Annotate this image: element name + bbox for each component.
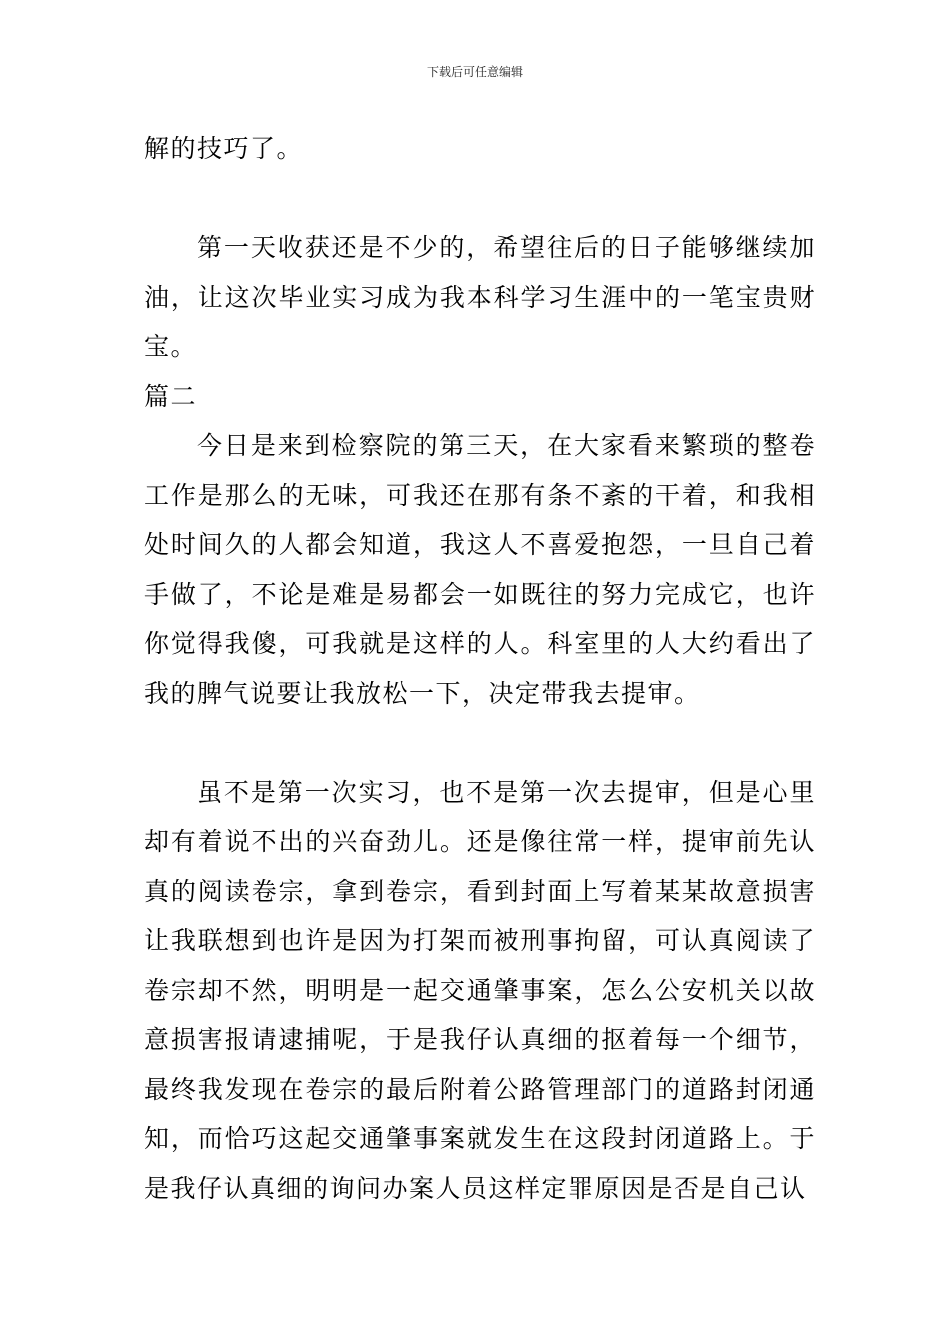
paragraph-third-day: 今日是来到检察院的第三天，在大家看来繁琐的整卷工作是那么的无味，可我还在那有条不紊的干着，和我相处时间久的人都会知道，我这人不喜爱抱怨，一旦自己着手做了，不论是难是易都会一如既往的努力完成它，也许你觉得我傻，可我就是这样的人。科室里的人大约看出了我的脾气说要让我放松一下，决定带我去提审。: [144, 431, 816, 708]
paragraph-interrogation: 虽不是第一次实习，也不是第一次去提审，但是心里却有着说不出的兴奋劲儿。还是像往常一样，提审前先认真的阅读卷宗，拿到卷宗，看到封面上写着某某故意损害让我联想到也许是因为打架而被刑事拘留，可认真阅读了卷宗却不然，明明是一起交通肇事案，怎么公安机关以故意损害报请逮捕呢，于是我仔认真细的抠着每一个细节，最终我发现在卷宗的最后附着公路管理部门的道路封闭通知，而恰巧这起交通肇事案就发生在这段封闭道路上。于是我仔认真细的询问办案人员这样定罪原因是否是自己认: [144, 777, 816, 1203]
document-body: [144, 124, 816, 1213]
paragraph-continuation: 解的技巧了。: [144, 134, 304, 163]
paragraph-first-day-summary: 第一天收获还是不少的，希望往后的日子能够继续加油，让这次毕业实习成为我本科学习生涯中的一笔宝贵财宝。: [144, 233, 816, 361]
section-heading-part-two: 篇二: [144, 381, 198, 411]
page-header: 下载后可任意编辑: [426, 65, 523, 79]
